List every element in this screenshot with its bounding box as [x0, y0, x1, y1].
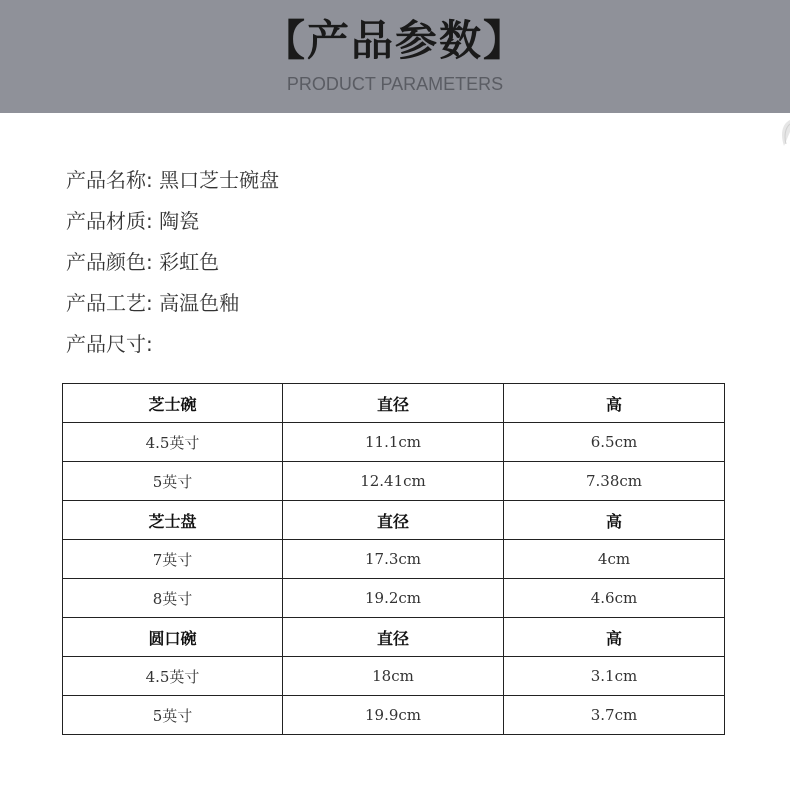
table-cell: 芝士盘	[63, 501, 283, 540]
spec-value: 黑口芝士碗盘	[159, 168, 280, 192]
decorative-leaf-icon	[776, 116, 790, 152]
table-row	[63, 696, 725, 735]
page-title: 【产品参数】	[262, 16, 527, 65]
table-cell: 3.1cm	[504, 657, 725, 696]
spec-list	[66, 164, 279, 369]
header-banner	[0, 0, 790, 113]
table-cell: 4cm	[504, 540, 725, 579]
spec-name	[66, 164, 279, 205]
table-cell: 5英寸	[63, 696, 283, 735]
table-cell: 高	[504, 501, 725, 540]
table-cell: 直径	[283, 384, 504, 423]
spec-value: 高温色釉	[159, 291, 240, 315]
spec-value: 陶瓷	[159, 209, 200, 233]
table-cell: 4.6cm	[504, 579, 725, 618]
table-cell: 19.2cm	[283, 579, 504, 618]
table-cell: 4.5英寸	[63, 657, 283, 696]
table-cell: 7英寸	[63, 540, 283, 579]
table-cell: 11.1cm	[283, 423, 504, 462]
table-cell: 12.41cm	[283, 462, 504, 501]
table-row	[63, 579, 725, 618]
table-cell: 高	[504, 384, 725, 423]
table-header-row	[63, 618, 725, 657]
table-cell: 7.38cm	[504, 462, 725, 501]
size-table	[62, 383, 725, 735]
table-cell: 4.5英寸	[63, 423, 283, 462]
table-cell: 18cm	[283, 657, 504, 696]
table-cell: 芝士碗	[63, 384, 283, 423]
table-cell: 3.7cm	[504, 696, 725, 735]
page-subtitle: PRODUCT PARAMETERS	[286, 74, 504, 94]
table-row	[63, 540, 725, 579]
table-header-row	[63, 501, 725, 540]
spec-craft	[66, 287, 279, 328]
spec-label: 产品颜色:	[66, 250, 153, 274]
table-cell: 6.5cm	[504, 423, 725, 462]
spec-label: 产品材质:	[66, 209, 153, 233]
spec-label: 产品名称:	[66, 168, 153, 192]
table-cell: 19.9cm	[283, 696, 504, 735]
table-row	[63, 657, 725, 696]
table-cell: 17.3cm	[283, 540, 504, 579]
table-header-row	[63, 384, 725, 423]
spec-size	[66, 328, 279, 369]
spec-color	[66, 246, 279, 287]
table-row	[63, 462, 725, 501]
table-cell: 直径	[283, 501, 504, 540]
table-row	[63, 423, 725, 462]
spec-material	[66, 205, 279, 246]
table-cell: 高	[504, 618, 725, 657]
spec-value: 彩虹色	[159, 250, 220, 274]
table-cell: 5英寸	[63, 462, 283, 501]
spec-label: 产品工艺:	[66, 291, 153, 315]
spec-label: 产品尺寸:	[66, 332, 153, 356]
table-cell: 8英寸	[63, 579, 283, 618]
table-cell: 直径	[283, 618, 504, 657]
table-cell: 圆口碗	[63, 618, 283, 657]
